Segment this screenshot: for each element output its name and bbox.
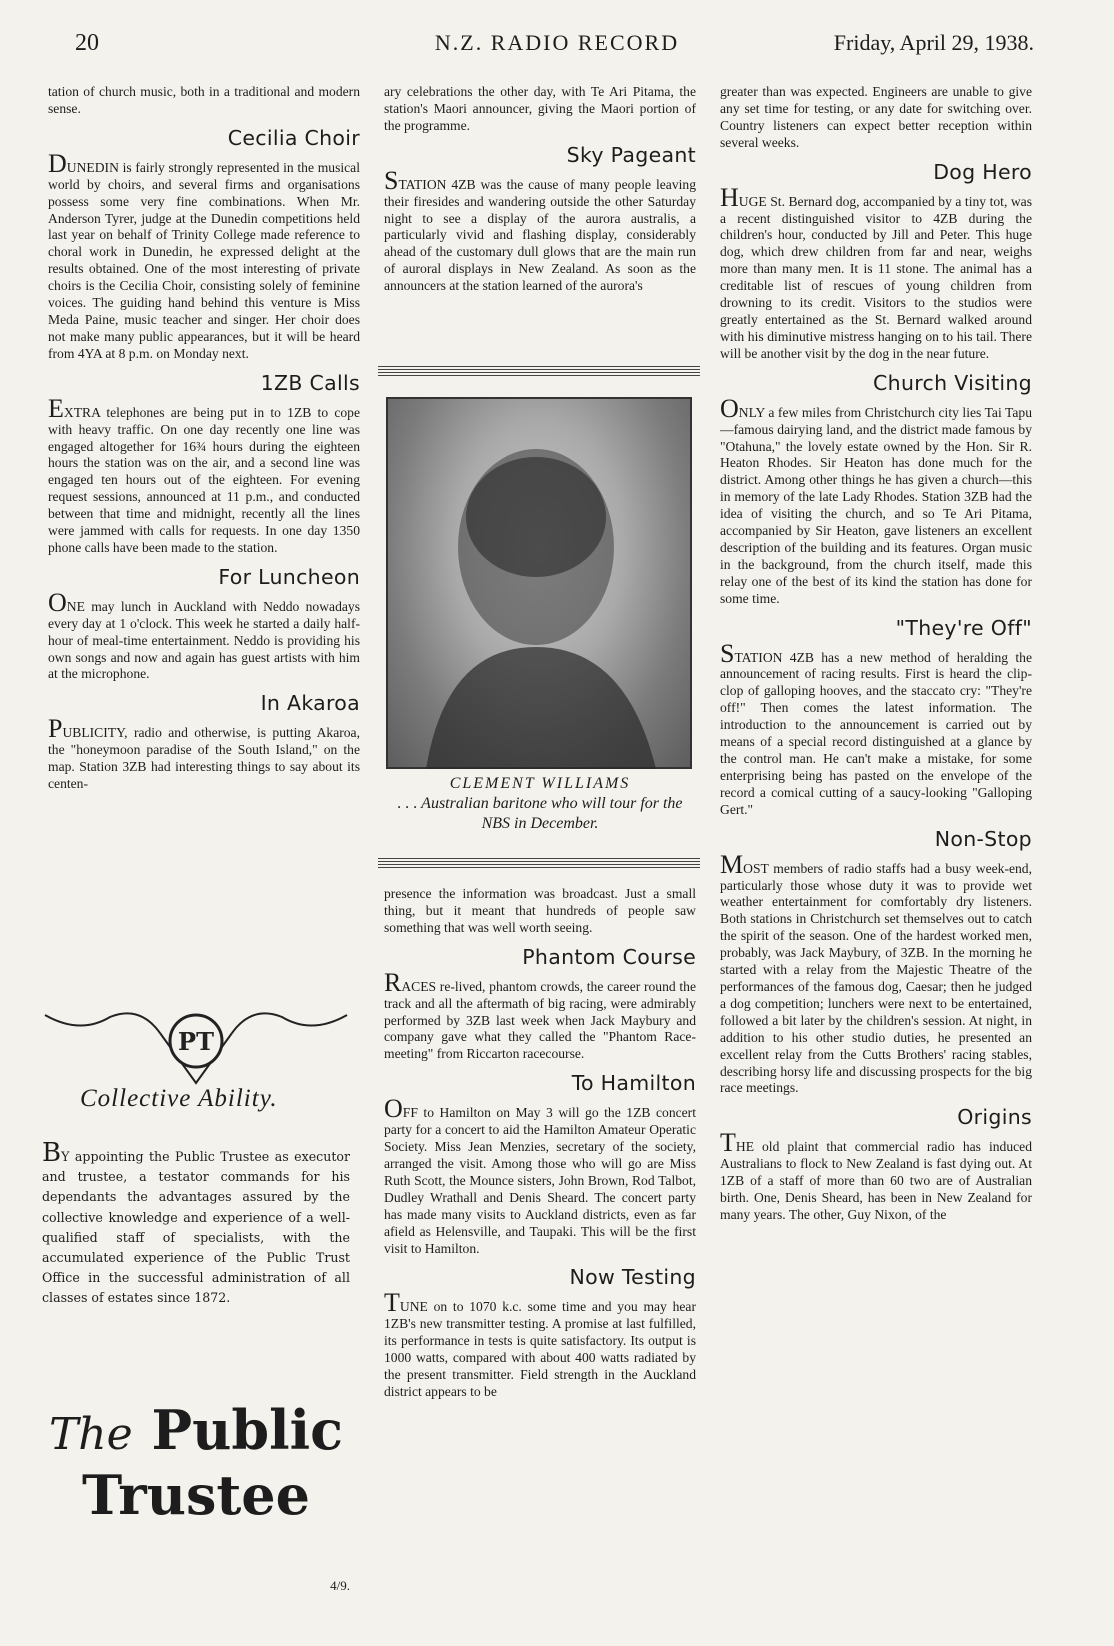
column-2-intro: ary celebrations the other day, with Te Ari Pitama, the station's Maori announcer, giving the Maori portion of the programme. (384, 84, 696, 133)
article-for-luncheon: ONE may lunch in Auckland with Neddo nowadays every day at 1 o'clock. This week he started a daily half-hour of meal-time entertainment. Neddo is providing his own songs and now and again has guest artists with him at the microphone. (48, 587, 360, 682)
heading-now-testing: Now Testing (569, 1265, 696, 1290)
heading-dog-hero: Dog Hero (933, 159, 1032, 184)
heading-for-luncheon: For Luncheon (218, 564, 360, 589)
page-header (0, 30, 1114, 70)
column-2 (384, 84, 696, 295)
column-1 (48, 84, 360, 793)
heading-in-akaroa: In Akaroa (260, 691, 360, 716)
heading-to-hamilton: To Hamilton (571, 1071, 696, 1096)
portrait-figure-icon (386, 397, 692, 769)
portrait-photo (386, 397, 692, 769)
photo-caption (384, 774, 696, 834)
sky-pageant-continued: presence the information was broadcast. Just a small thing, but it meant that hundreds of people saw something that was well worth seeing. (384, 886, 696, 935)
heading-sky-pageant: Sky Pageant (566, 142, 696, 167)
article-church-visiting: ONLY a few miles from Christchurch city lies Tai Tapu—famous dairying land, and the district made famous by "Otahuna," the lovely estate owned by the Hon. Sir R. Heaton Rhodes. Sir Heaton has done much for the district. Among other things he has given a church—this in memory of the late Lady Rhodes. Station 3ZB had the idea of visiting the church, and so Te Ari Pitama, accompanied by Sir Heaton, gave listeners an excellent description of the building and its features. Organ music in the background, from the church itself, made this relay one of the best of its kind the station has done for some time. (720, 393, 1032, 606)
heading-cecilia-choir: Cecilia Choir (227, 125, 360, 150)
heading-origins: Origins (957, 1105, 1032, 1130)
heading-non-stop: Non-Stop (934, 826, 1032, 851)
emblem-letters: PT (178, 1027, 214, 1056)
bottom-rule (378, 858, 700, 870)
page-number: 20 (75, 30, 99, 56)
article-1zb-calls: EXTRA telephones are being put in to 1ZB to cope with heavy traffic. On one day recently one line was engaged altogether for 16¾ hours during the eighteen hours the station was on the air, and a second line was engaged ten hours out of the eighteen. For evening request sessions, announced at 11 p.m., and conducted between that time and midnight, recently all the lines were jammed with calls for requests. In one day 1350 phone calls have been made to the station. (48, 393, 360, 555)
logo-trustee: Trustee (81, 1463, 311, 1527)
article-phantom-course: RACES re-lived, phantom crowds, the career round the track and all the aftermath of big racing, were admirably performed by 3ZB last week when Jack Maybury and company gave what they called the "Phantom Race-meeting" from Riccarton racecourse. (384, 967, 696, 1062)
article-theyre-off: STATION 4ZB has a new method of heralding the announcement of racing results. First is heard the clip-clop of galloping hooves, and the staccato cry: "They're off!" Then comes the latest information. The introduction to the announcement is carried out by means of a special record distinguished at a glance by the control man. He can't make a mistake, for some enterprising being has pasted on the envelope of the record a comical cutting of a saucy-looking "Galloping Gert." (720, 638, 1032, 817)
column-3-intro: greater than was expected. Engineers are unable to give any set time for testing, or any date for switching over. Country listeners can expect better reception within several weeks. (720, 84, 1032, 150)
article-to-hamilton: OFF to Hamilton on May 3 will go the 1ZB concert party for a concert to aid the Hamilton Amateur Operatic Society. Miss Jean Menzies, secretary of the society, arranged the visit. Among those who will go are Miss Ruth Scott, the Mounce sisters, John Brown, Rod Talbot, Dudley Wrathall and Denis Sheard. The concert party has made many visits to Auckland districts, even as far afield as Helensville, and Taupaki. This will be the first visit to Hamilton. (384, 1094, 696, 1256)
heading-church-visiting: Church Visiting (873, 370, 1032, 395)
heading-theyre-off: "They're Off" (895, 615, 1032, 640)
article-non-stop: MOST members of radio staffs had a busy week-end, particularly those whose duty it was to provide wet weather entertainment for comfortably dry listeners. Both stations in Christchurch set themselves out to catch the spirit of the season. One of the hardest worked men, probably, was Jack Maybury, of 3ZB. In the morning he started with a relay from the Majestic Theatre of the performances of the famous dog, Caesar; then he judged a dog competition; lunchers were next to be entertained, followed a bit later by the children's session. At night, in addition to his other studio duties, he presented an excellent relay from the Cutts Brothers' racing stables, describing horsy life and discussing prospects for the big race meetings. (720, 849, 1032, 1096)
caption-name: CLEMENT WILLIAMS (449, 775, 631, 792)
scroll-ornament-left (45, 1013, 160, 1033)
ad-body: BY appointing the Public Trustee as executor and trustee, a testator commands for his dependants the advantages assured by the collective knowledge and experience of a well-qualified staff of specialists, with the accumulated experience of the Public Trust Office in the successful administration of all classes of estates since 1872. (42, 1138, 350, 1306)
public-trust-emblem (40, 1005, 352, 1085)
column-3 (720, 84, 1032, 1224)
logo-the: The (48, 1409, 133, 1460)
scroll-ornament-right (232, 1013, 347, 1033)
public-trustee-logo (30, 1400, 362, 1525)
logo-public: Public (151, 1398, 344, 1462)
publication-title: N.Z. RADIO RECORD (434, 30, 680, 55)
issue-date: Friday, April 29, 1938. (833, 30, 1034, 55)
top-rule (378, 366, 700, 378)
heading-phantom-course: Phantom Course (522, 944, 696, 969)
heading-1zb-calls: 1ZB Calls (260, 370, 360, 395)
ad-headline: Collective Ability. (80, 1085, 278, 1112)
article-cecilia-choir: DUNEDIN is fairly strongly represented in the musical world by choirs, and several firms and organisations possess some very fine combinations. When Mr. Anderson Tyrer, judge at the Dunedin competitions held last year on behalf of Trinity College made reference to choral work in Dunedin, he expressed delight at the results obtained. One of the most interesting of private choirs is the Cecilia Choir, consisting solely of feminine voices. The guiding hand behind this venture is Miss Meda Paine, music teacher and singer. Her choir does not make many public appearances, but it will be heard from 4YA at 8 p.m. on Monday next. (48, 148, 360, 361)
article-origins: THE old plaint that commercial radio has induced Australians to flock to New Zealand is fast dying out. At 1ZB of a staff of more than 60 two are of Australian birth. One, Denis Sheard, has been in New Zealand for many years. The other, Guy Nixon, of the (720, 1128, 1032, 1222)
article-in-akaroa: PUBLICITY, radio and otherwise, is putting Akaroa, the "honeymoon paradise of the South Island," on the map. Station 3ZB had interesting things to say about its centen- (48, 714, 360, 792)
article-now-testing: TUNE on to 1070 k.c. some time and you may hear 1ZB's new transmitter testing. A promise at last fulfilled, its performance in tests is quite satisfactory. Its output is 1000 watts, compared with about 400 watts radiated by the present transmitter. Field strength in the Auckland district appears to be (384, 1288, 696, 1399)
article-sky-pageant: STATION 4ZB was the cause of many people leaving their firesides and wandering outside the other Saturday night to see a display of the aurora australis, a particularly vivid and flashing display, considerably ahead of the customary dull glows that are the main run of auroral displays in New Zealand. As soon as the announcers at the station learned of the aurora's (384, 165, 696, 294)
article-dog-hero: HUGE St. Bernard dog, accompanied by a tiny tot, was a recent distinguished visitor to 4ZB during the children's hour, conducted by Jill and Peter. This huge dog, which drew children from far and near, weighs more than many men. It is 11 stone. The animal has a creditable list of rescues of young children from drowning to its credit. Visitors to the studios were greatly entertained as the St. Bernard walked around with his diminutive mistress hanging on to his tail. There will be another visit by the dog in the near future. (720, 182, 1032, 361)
caption-text: . . . Australian baritone who will tour for the NBS in December. (397, 795, 683, 832)
public-trustee-advertisement (30, 1005, 362, 1615)
ad-code: 4/9. (330, 1578, 350, 1593)
column-1-intro: tation of church music, both in a traditional and modern sense. (48, 84, 360, 116)
column-2-lower (384, 886, 696, 1401)
